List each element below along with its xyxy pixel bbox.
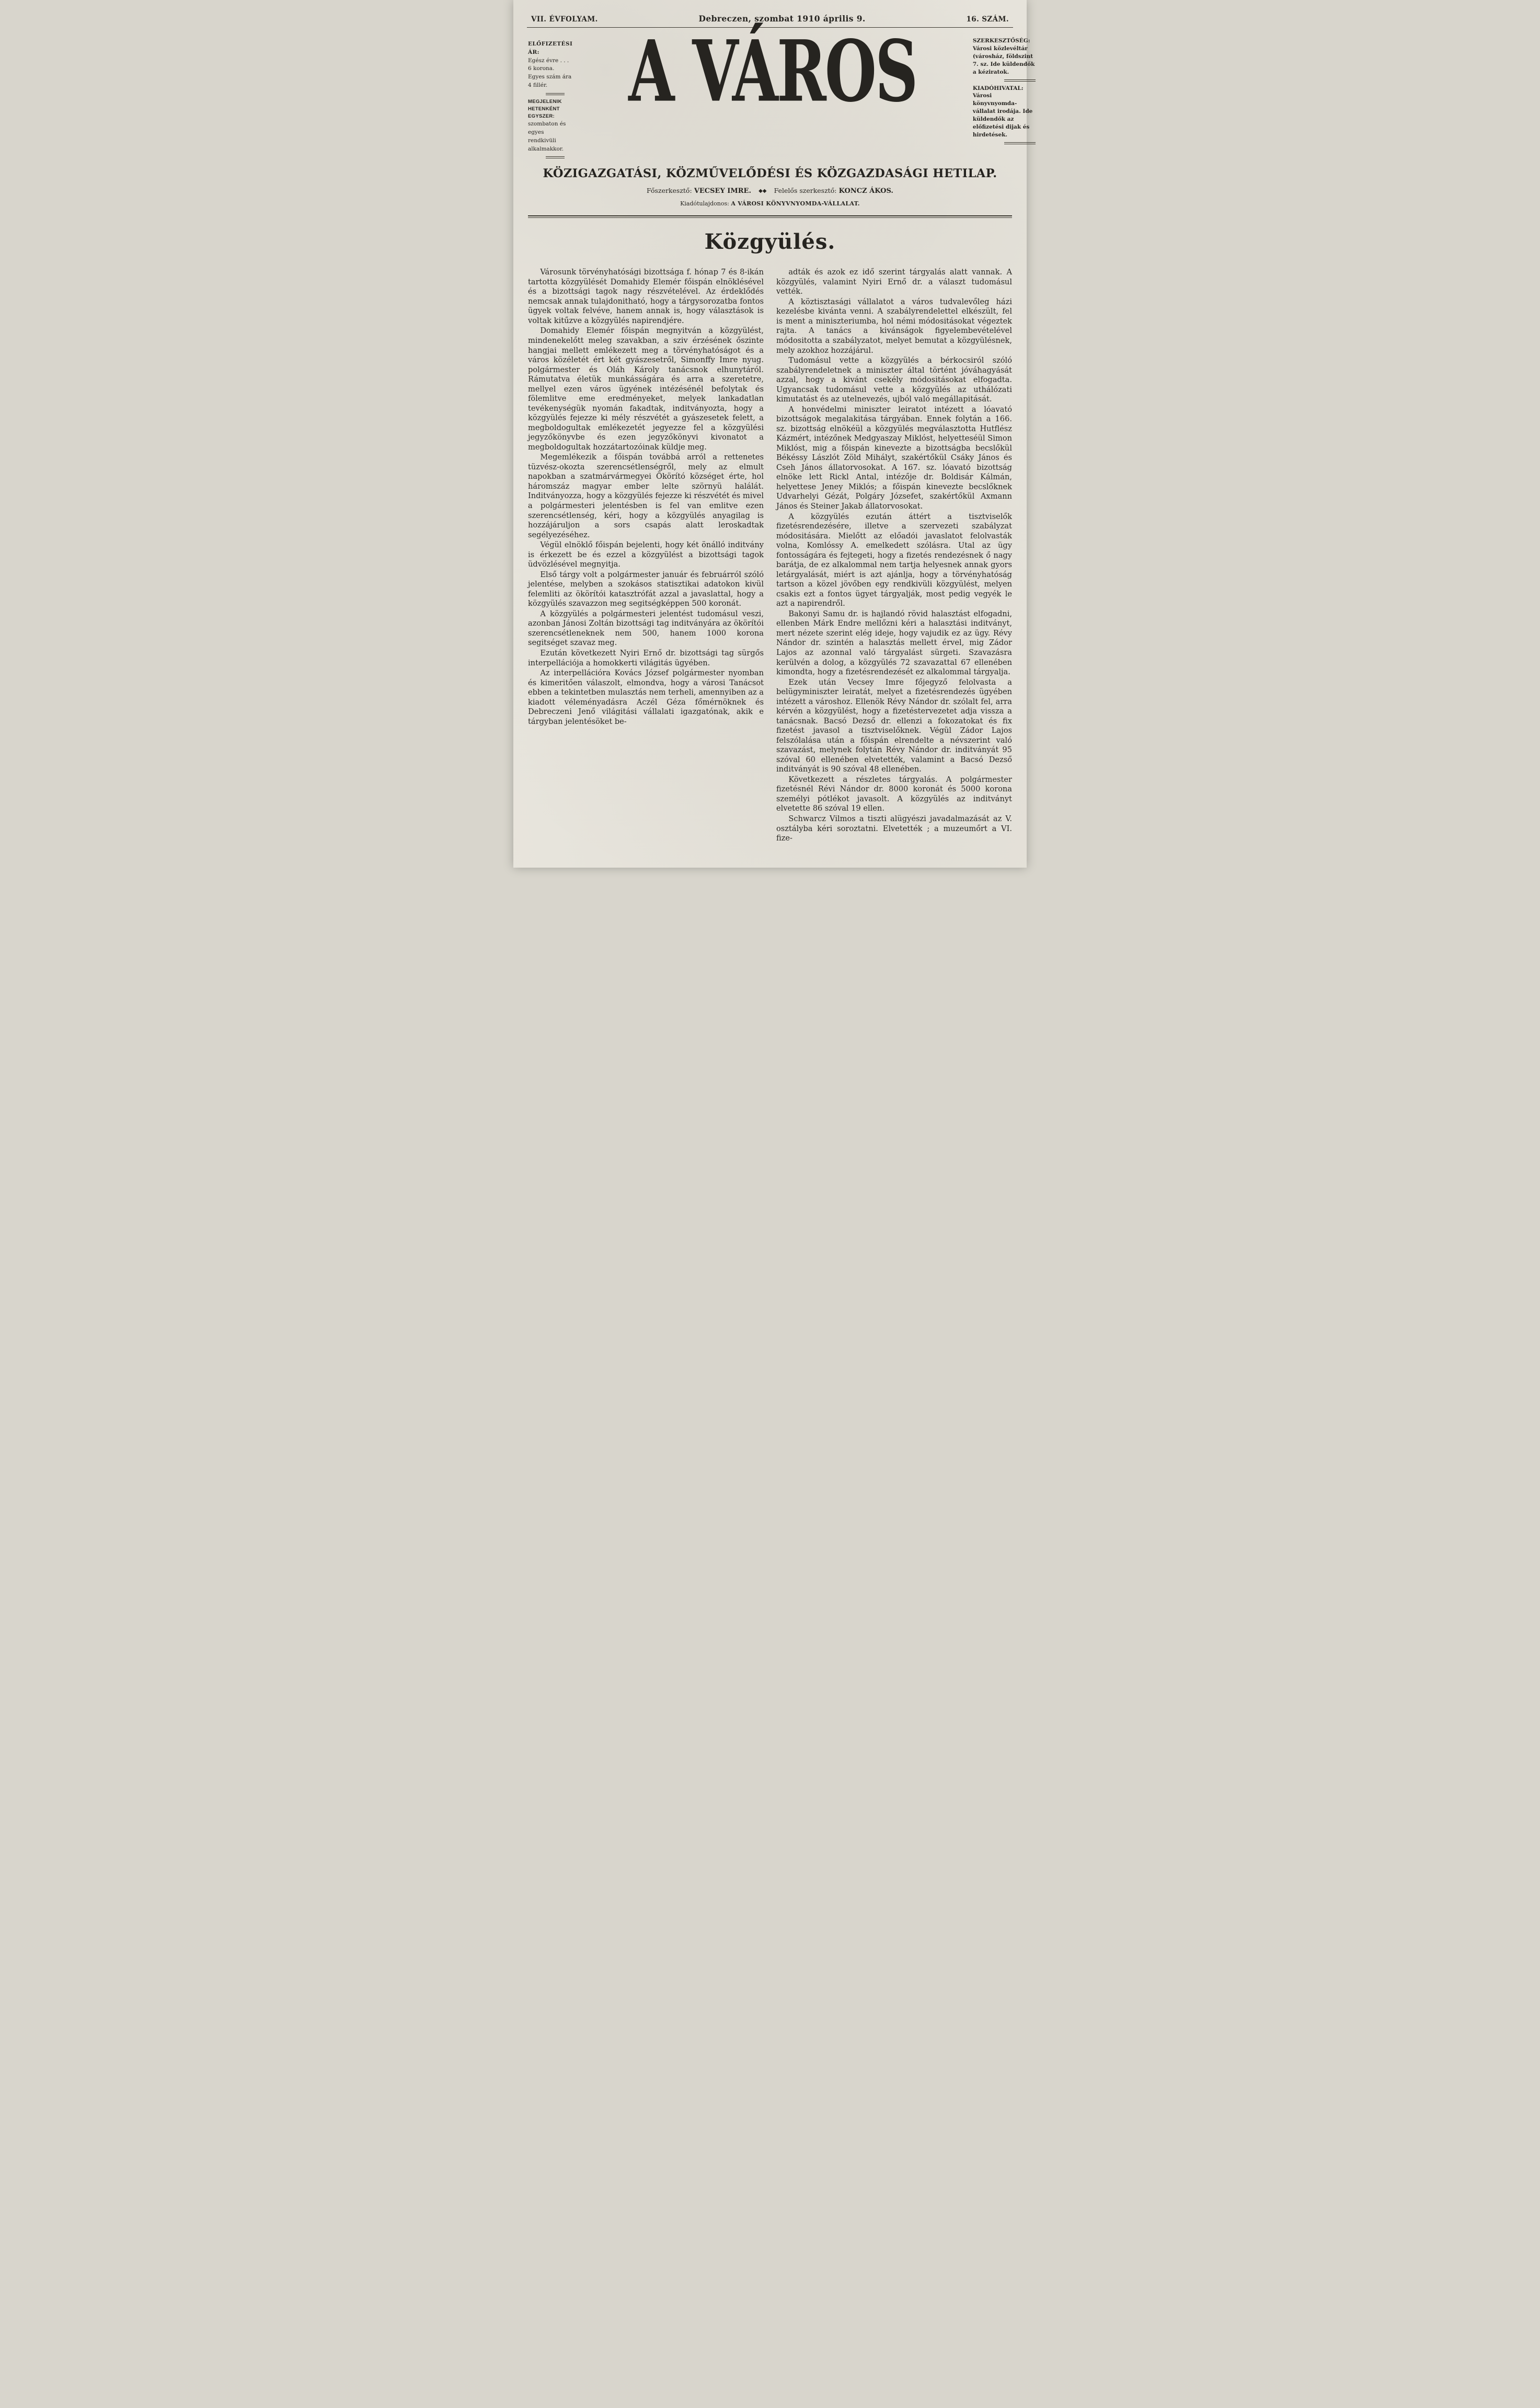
article-column-right (776, 268, 1012, 843)
diamond-separator-icon: ◆◆ (758, 188, 767, 194)
section-rule (528, 215, 1012, 218)
publishing-office-heading: KIADÓHIVATAL: (972, 85, 1024, 91)
responsible-editor-name: KONCZ ÁKOS. (838, 187, 893, 195)
article-paragraph: A honvédelmi miniszter leiratot intézett a lóavató bizottságok megalakitása tárgyában. Ennek folytán a 166. sz. bizottság elnökéül a közgyülés megválasztotta Hutflész Kázmért, intézőnek Medgyaszay Miklóst, helyetteséül Simon Miklóst, mig a főispán kinevezte a bizottságba becslőkül Békéssy Lászlót Zöld Mihályt, szakértőkül Csáky János és Cseh János állatorvosokat. A 167. sz. lóavató bizottság elnöke lett Rickl Antal, intézője dr. Boldisár Kálmán, helyettese Jeney Miklós; a főispán kinevezte becslőknek Udvarhelyi Gézát, Polgáry Józsefet, szakértőkül Axmann János és Steiner Jakab állatorvosokat. (776, 405, 1012, 511)
article-paragraph: Első tárgy volt a polgármester január és februárról szóló jelentése, melyben a szokásos statisztikai adatokon kivül felemliti az ökörítói katasztrófát azzal a javaslattal, hogy a közgyülés szavazzon meg segitségképpen 500 koronát. (528, 570, 764, 608)
subscription-single: Egyes szám ára 4 fillér. (528, 74, 572, 88)
chief-editor-label: Főszerkesztő: (647, 187, 692, 195)
article-paragraph: Tudomásul vette a közgyülés a bérkocsiról szóló szabályrendeletnek a miniszter által történt jóváhagyását azzal, hogy a kivánt csekély módositásokat elfogadta. Ugyancsak tudomásul vette a közgyülés az uthálózati kimutatást és az utelnevezés, ujból való megállapitását. (776, 356, 1012, 404)
editorial-address: Városi közlevéltár (városház, földszint 7. sz. Ide küldendők a kéziratok. (972, 45, 1035, 75)
subscription-heading: ELŐFIZETÉSI ÁR: (528, 41, 573, 55)
editorial-heading: SZERKESZTŐSÉG: (972, 38, 1030, 44)
article-paragraph: Schwarcz Vilmos a tiszti alügyészi javadalmazását az V. osztályba kéri soroztatni. Elvetették ; a muzeumőrt a VI. fize- (776, 814, 1012, 843)
article-paragraph: Városunk törvényhatósági bizottsága f. hónap 7 és 8-ikán tartotta közgyülését Domahidy Elemér főispán elnöklésével és a bizottsági tagok nagy részvételével. Az érdeklődés nemcsak annak tulajdonitható, hogy a tárgysorozatba fontos ügyek voltak felvéve, hanem annak is, hogy választások is voltak kitűzve a közgyülés napirendjére. (528, 268, 764, 325)
article-paragraph: Végül elnöklő főispán bejelenti, hogy két önálló inditvány is érkezett be és ezzel a közgyülést a bizottsági tagok üdvözlésével megnyitja. (528, 540, 764, 569)
newspaper-title-text: A VÁROS (628, 22, 917, 121)
frequency-heading: MEGJELENIK HETENKÉNT EGYSZER: (528, 98, 562, 119)
divider-rule (546, 156, 565, 158)
dateline: Debreczen, szombat 1910 április 9. (698, 14, 866, 24)
article-paragraph: A közgyülés a polgármesteri jelentést tudomásul veszi, azonban Jánosi Zoltán bizottsági tag inditványára az ökörítói szerencsétleneknek nem 500, hanem 1000 korona segitséget szavaz meg. (528, 609, 764, 648)
article-column-left (528, 268, 764, 843)
divider-rule (546, 93, 565, 95)
article-paragraph: Következett a részletes tárgyalás. A polgármester fizetésnél Révi Nándor dr. 8000 koronát és 5000 korona személyi pótlékot javasolt. A közgyülés az inditványt elvetette 86 szóval 19 ellen. (776, 775, 1012, 813)
publisher-label: Kiadótulajdonos: (680, 200, 729, 208)
chief-editor-name: VECSEY IMRE. (694, 187, 751, 195)
article-paragraph: Az interpellációra Kovács József polgármester nyomban és kimeritően válaszolt, elmondva, hogy a városi Tanácsot ebben a tekintetben mulasztás nem terheli, amennyiben az a kiadott véleményadásra Aczél Géza főmérnöknek és Debreczeni Jenő világitási vállalati igazgatónak, akik e tárgyban jelentésöket be- (528, 669, 764, 726)
article-paragraph: Domahidy Elemér főispán megnyitván a közgyülést, mindenekelőtt meleg szavakban, a sziv érzésének őszinte hangjai mellett emlékezett meg a törvényhatóságot és a város közéletét ért két gyászesetről, Simonffy Imre nyug. polgármester és Oláh Károly tanácsnok elhunytáról. Rámutatva életük munkásságára és arra a szeretetre, mellyel ezen város ügyének intézésénél befolytak és fölemlitve eme eredményeket, melyek lankadatlan tevékenységük nyomán fakadtak, inditványozta, hogy a közgyülés fejezze ki mély részvétét a gyászesetek felett, a megboldogultak emlékezetét jegyezze fel a közgyülési jegyzőkönyvbe és ezen jegyzőkönyvi kivonatot a megboldogultak hozzátartozóinak küldje meg. (528, 326, 764, 452)
article-paragraph: A köztisztasági vállalatot a város tudvalevőleg házi kezelésbe kivánta venni. A szabályrendelettel elkészült, fel is ment a miniszteriumba, hol némi módositásokat végeztek rajta. A tanács a kivánságok figyelembevételével módositotta a szabályzatot, melyet bemutat a közgyülésnek, mely azokhoz hozzájárul. (776, 297, 1012, 355)
editors-line (527, 187, 1013, 195)
frequency-text: szombaton és egyes rendkivüli alkalmakkor. (528, 121, 566, 152)
editorial-box (973, 32, 1037, 147)
article-paragraph: Ezután következett Nyiri Ernő dr. bizottsági tag sürgős interpellációja a homokkerti világitás ügyében. (528, 648, 764, 667)
article-paragraph: Ezek után Vecsey Imre főjegyző felolvasta a belügyminiszter leiratát, melyet a fizetésrendezés ügyében intézett a városhoz. Ellenök Révy Nándor dr. szólalt fel, arra kérvén a közgyülést, hogy a fizetéstervezetet adja vissza a tanácsnak. Bacsó Dezső dr. ellenzi a fokozatokat és fix fizetést javasol a tisztviselőknek. Végül Zádor Lajos felszólalása után a főispán elrendelte a névszerint való szavazást, melynek folytán Révy Nándor dr. inditványát 95 szóval 60 ellenében elvetették, valamint a Bacsó Dezső inditványát is 90 szóval 48 ellenében. (776, 677, 1012, 774)
publishing-office-text: Városi könyvnyomda-vállalat irodája. Ide küldendők az előfizetési dijak és hirdetések. (972, 93, 1033, 138)
divider-rule (1004, 79, 1036, 82)
article-body (527, 268, 1013, 843)
newspaper-subtitle: KÖZIGAZGATÁSI, KÖZMŰVELŐDÉSI ÉS KÖZGAZDASÁGI HETILAP. (543, 167, 997, 181)
issue-number: 16. SZÁM. (966, 15, 1009, 24)
divider-rule (1004, 142, 1036, 144)
masthead (527, 22, 1035, 162)
article-title: Közgyülés. (704, 229, 836, 255)
article-paragraph: adták és azok ez idő szerint tárgyalás alatt vannak. A közgyülés, valamint Nyiri Ernő dr. a választ tudomásul vették. (776, 268, 1012, 296)
subscription-yearly: Egész évre . . . 6 korona. (528, 57, 569, 72)
article-paragraph: Megemlékezik a főispán továbbá arról a rettenetes tüzvész-okozta szerencsétlenségről, mely az elmult napokban a szatmárvármegyei Ökörító községet érte, hol háromszáz magyar ember lelte szörnyü halálát. Inditványozza, hogy a közgyülés fejezze ki részvétét és mivel a polgármesteri jelentésben is fel van emlitve ezen szerencsétlenség, kéri, hogy a közgyülés anyagilag is hozzájáruljon a sors csapás alatt leroskadtak segélyezéséhez. (528, 453, 764, 539)
newspaper-title (572, 22, 973, 121)
subscription-box (527, 32, 572, 162)
newspaper-page (513, 0, 1035, 868)
article-paragraph: Bakonyi Samu dr. is hajlandó rövid halasztást elfogadni, ellenben Márk Endre mellőzni kéri a halasztási inditványt, mert nézete szerint elég ideje, hogy vajudik ez az ügy. Révy Nándor dr. szintén a halasztás mellett érvel, mig Zádor Lajos az azonnal való tárgyalást sürgeti. Szavazásra kerülvén a dolog, a közgyülés 72 szavazattal 67 ellenében kimondta, hogy a fizetésrendezését ez alkalommal tárgyalja. (776, 609, 1012, 677)
volume-label: VII. ÉVFOLYAM. (531, 15, 598, 24)
publisher-name: A VÁROSI KÖNYVNYOMDA-VÁLLALAT. (731, 200, 860, 208)
article-paragraph: A közgyülés ezután áttért a tisztviselők fizetésrendezésére, illetve a szervezeti szabályzat módositására. Mielőtt az előadói javaslatot felolvasták volna, Komlóssy A. emelkedett szólásra. Utal az ügy fontosságára és fejtegeti, hogy a fizetés rendezésnek ő nagy barátja, de ez alkalommal nem tartja helyesnek annak gyors letárgyalását, miért is azt ajánlja, hogy a törvényhatóság tartson a közel jövőben egy rendkivüli közgyülést, melyen csakis ezt a fontos ügyet tárgyalják, most pedig vegyék le azt a napirendről. (776, 512, 1012, 608)
publisher-line (527, 200, 1013, 207)
responsible-editor-label: Felelős szerkesztő: (774, 187, 837, 195)
